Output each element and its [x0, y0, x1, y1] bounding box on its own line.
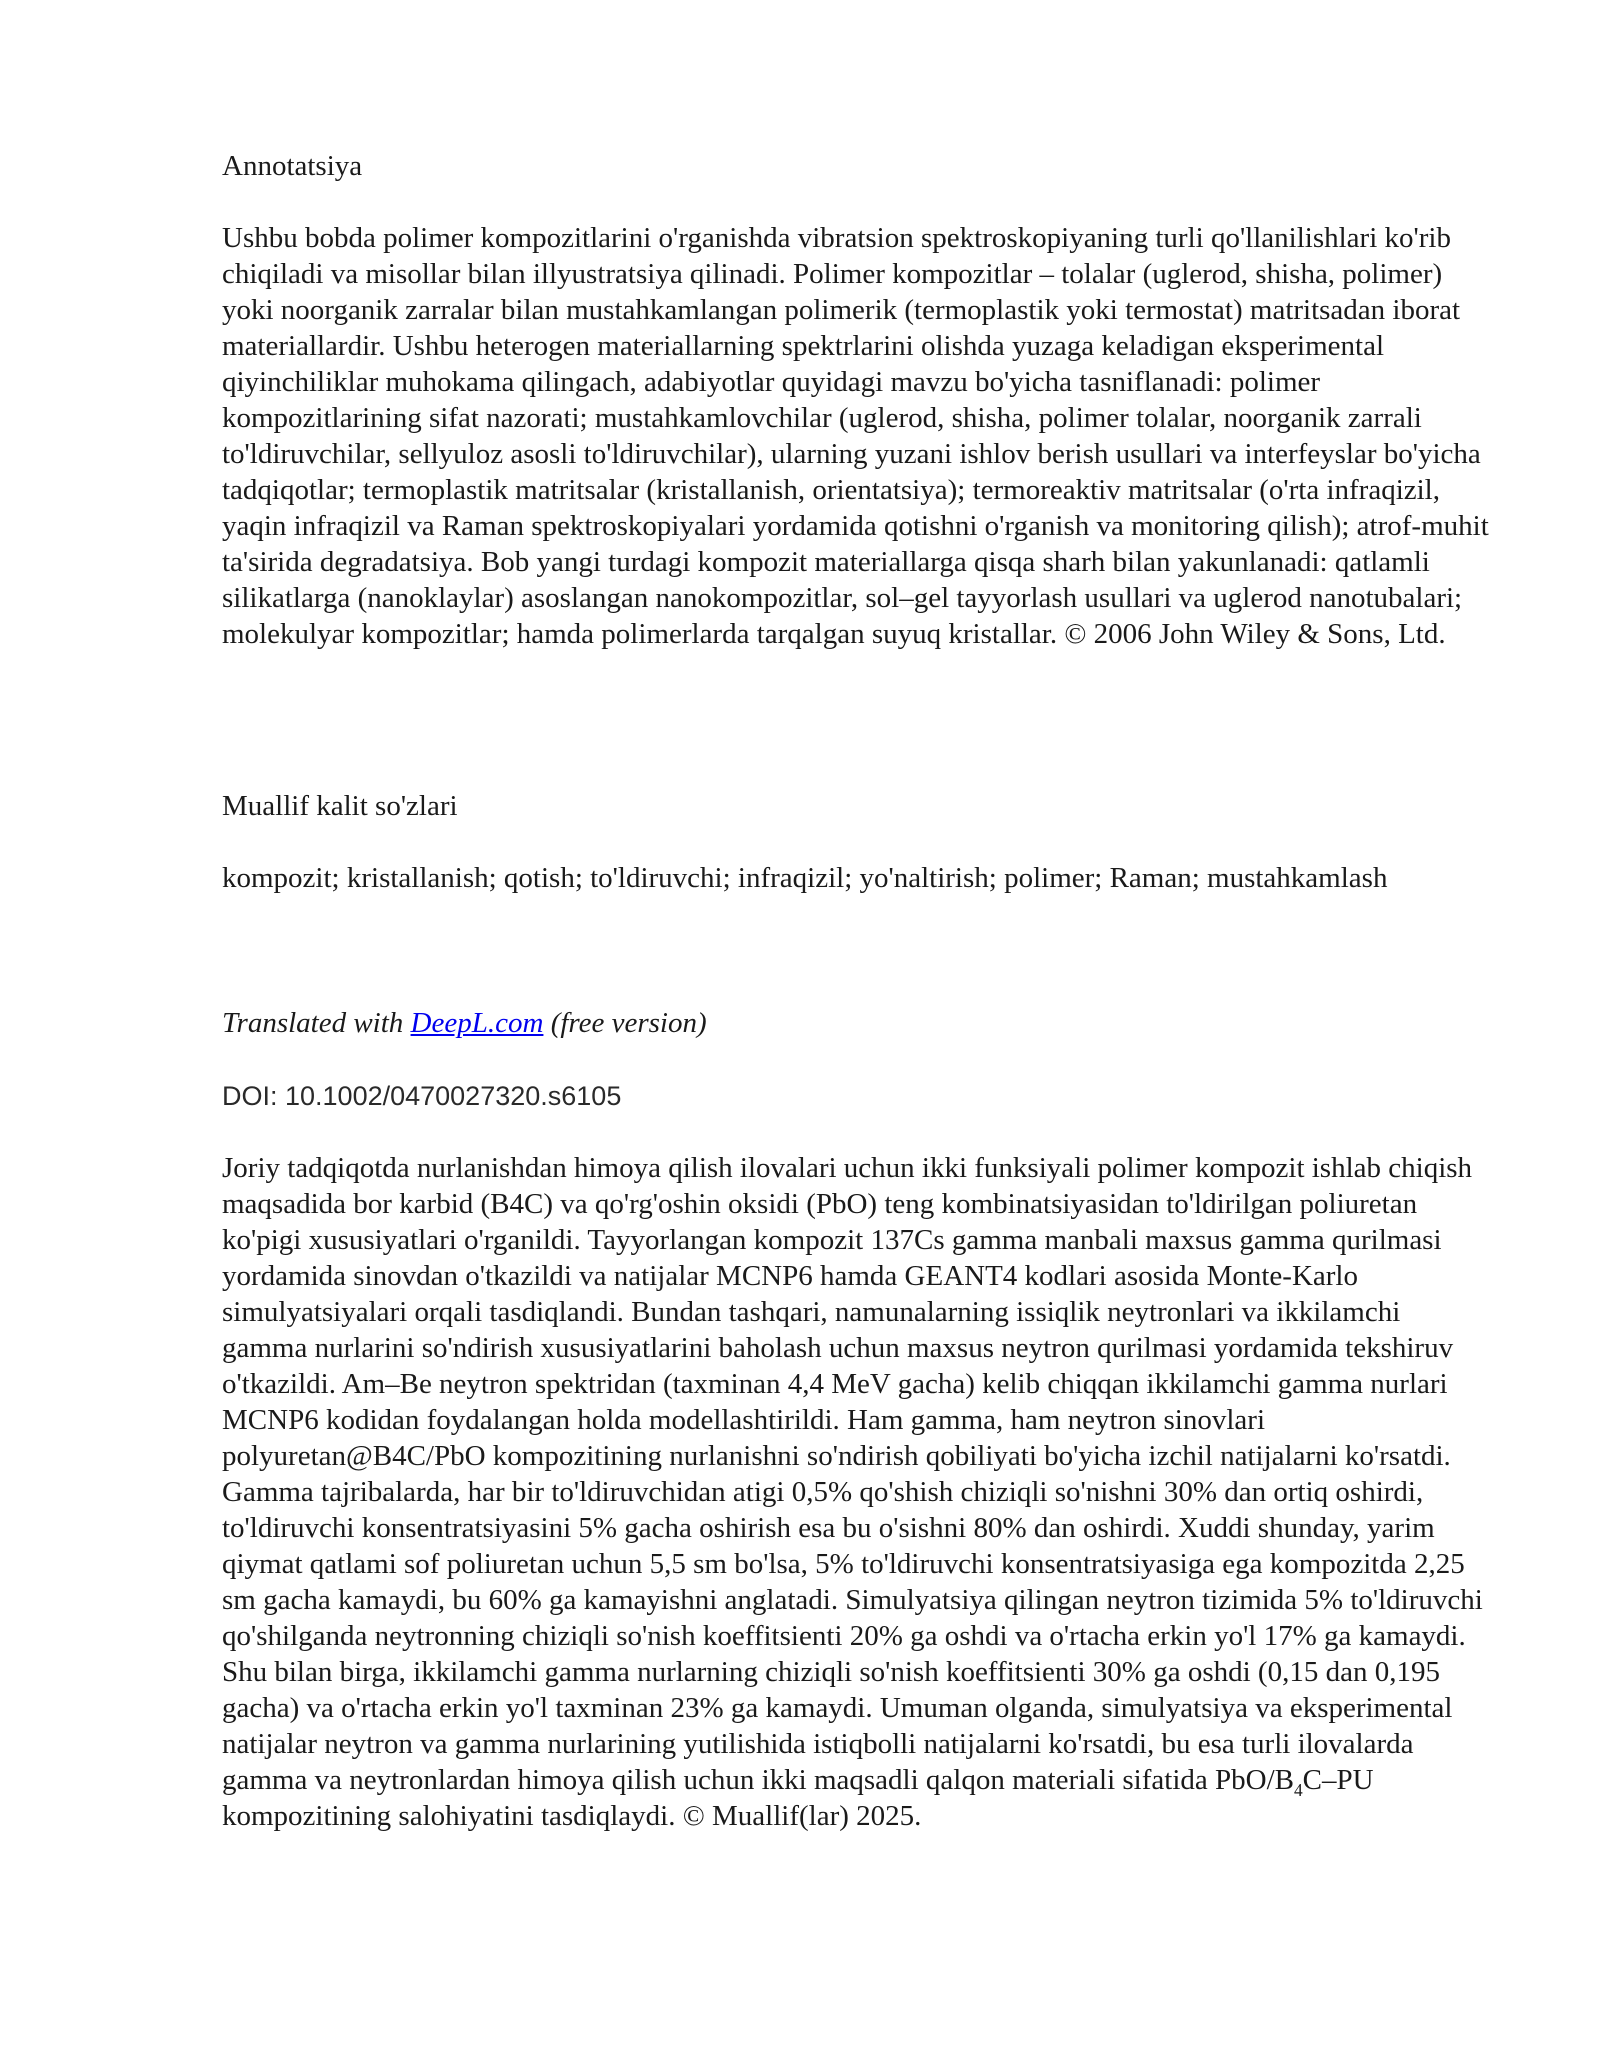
- second-abstract-text: [222, 1150, 1490, 1834]
- keywords-heading: Muallif kalit so'zlari: [222, 790, 458, 822]
- keywords-text: kompozit; kristallanish; qotish; to'ldiruvchi; infraqizil; yo'naltirish; polimer; Raman; mustahkamlash: [222, 862, 1388, 894]
- second-abstract-end: C–PU kompozitining salohiyatini tasdiqlaydi. © Muallif(lar) 2025.: [222, 1764, 1374, 1832]
- credit-suffix: (free version): [543, 1007, 707, 1039]
- translation-credit: [222, 1005, 707, 1041]
- deepl-link[interactable]: DeepL.com: [410, 1007, 544, 1039]
- second-abstract-body: Joriy tadqiqotda nurlanishdan himoya qilish ilovalari uchun ikki funksiyali polimer kompozit ishlab chiqish maqsadida bor karbid (B4C) va qo'rg'oshin oksidi (PbO) teng kombinatsiyasidan to'ldirilgan poliuretan ko'pigi xususiyatlari o'rganildi. Tayyorlangan kompozit 137Cs gamma manbali maxsus gamma qurilmasi yordamida sinovdan o'tkazildi va natijalar MCNP6 hamda GEANT4 kodlari asosida Monte-Karlo simulyatsiyalari orqali tasdiqlandi. Bundan tashqari, namunalarning issiqlik neytronlari va ikkilamchi gamma nurlarini so'ndirish xususiyatlarini baholash uchun maxsus neytron qurilmasi yordamida tekshiruv o'tkazildi. Am–Be neytron spektridan (taxminan 4,4 MeV gacha) kelib chiqqan ikkilamchi gamma nurlari MCNP6 kodidan foydalangan holda modellashtirildi. Ham gamma, ham neytron sinovlari polyuretan@B4C/PbO kompozitining nurlanishni so'ndirish qobiliyati bo'yicha izchil natijalarni ko'rsatdi. Gamma tajribalarda, har bir to'ldiruvchidan atigi 0,5% qo'shish chiziqli so'nishni 30% dan ortiq oshirdi, to'ldiruvchi konsentratsiyasini 5% gacha oshirish esa bu o'sishni 80% dan oshirdi. Xuddi shunday, yarim qiymat qatlami sof poliuretan uchun 5,5 sm bo'lsa, 5% to'ldiruvchi konsentratsiyasiga ega kompozitda 2,25 sm gacha kamaydi, bu 60% ga kamayishni anglatadi. Simulyatsiya qilingan neytron tizimida 5% to'ldiruvchi qo'shilganda neytronning chiziqli so'nish koeffitsienti 20% ga oshdi va o'rtacha erkin yo'l 17% ga kamaydi. Shu bilan birga, ikkilamchi gamma nurlarning chiziqli so'nish koeffitsienti 30% ga oshdi (0,15 dan 0,195 gacha) va o'rtacha erkin yo'l taxminan 23% ga kamaydi. Umuman olganda, simulyatsiya va eksperimental natijalar neytron va gamma nurlarining yutilishida istiqbolli natijalarni ko'rsatdi, bu esa turli ilovalarda gamma va neytronlardan himoya qilish uchun ikki maqsadli qalqon materiali sifatida PbO/B: [222, 1152, 1483, 1796]
- subscript-4: 4: [1293, 1779, 1303, 1800]
- credit-prefix: Translated with: [222, 1007, 411, 1039]
- abstract-text: Ushbu bobda polimer kompozitlarini o'rganishda vibratsion spektroskopiyaning turli qo'llanilishlari ko'rib chiqiladi va misollar bilan illyustratsiya qilinadi. Polimer kompozitlar – tolalar (uglerod, shisha, polimer) yoki noorganik zarralar bilan mustahkamlangan polimerik (termoplastik yoki termostat) matritsadan iborat materiallardir. Ushbu heterogen materiallarning spektrlarini olishda yuzaga keladigan eksperimental qiyinchiliklar muhokama qilingach, adabiyotlar quyidagi mavzu bo'yicha tasniflanadi: polimer kompozitlarining sifat nazorati; mustahkamlovchilar (uglerod, shisha, polimer tolalar, noorganik zarrali to'ldiruvchilar, sellyuloz asosli to'ldiruvchilar), ularning yuzani ishlov berish usullari va interfeyslar bo'yicha tadqiqotlar; termoplastik matritsalar (kristallanish, orientatsiya); termoreaktiv matritsalar (o'rta infraqizil, yaqin infraqizil va Raman spektroskopiyalari yordamida qotishni o'rganish va monitoring qilish); atrof-muhit ta'sirida degradatsiya. Bob yangi turdagi kompozit materiallarga qisqa sharh bilan yakunlanadi: qatlamli silikatlarga (nanoklaylar) asoslangan nanokompozitlar, sol–gel tayyorlash usullari va uglerod nanotubalari; molekulyar kompozitlar; hamda polimerlarda tarqalgan suyuq kristallar. © 2006 John Wiley & Sons, Ltd.: [222, 222, 1489, 650]
- abstract-heading: Annotatsiya: [222, 150, 363, 182]
- doi-text: DOI: 10.1002/0470027320.s6105: [222, 1081, 622, 1111]
